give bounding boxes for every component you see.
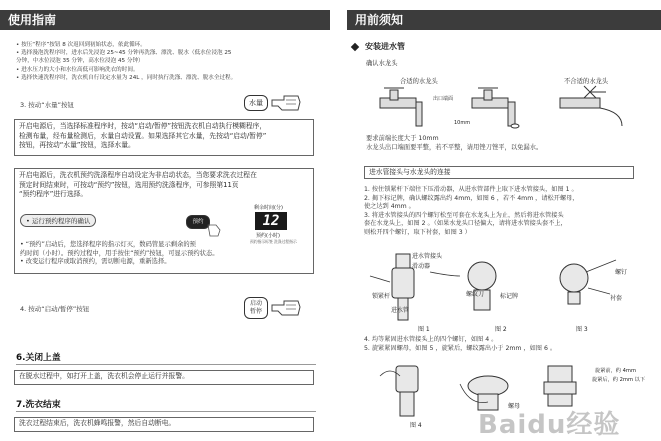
- water-level-button[interactable]: 水量: [244, 95, 268, 111]
- connection-title-box: 进水管接头与水龙头的连接: [364, 166, 634, 179]
- intro-line: 分钟，中水位浸泡 35 分钟，高水位浸泡 45 分钟）: [16, 58, 144, 65]
- step-line: 4. 均等紧固进水管接头上的四个螺钉，如图 4 。: [364, 336, 498, 343]
- water-level-info-box: [14, 119, 314, 156]
- step-line: 1. 按住锁紧杆下端往下压滑动器，从进水管部件上取下进水管接头，如图 1 。: [364, 186, 578, 193]
- box-line: 检测布量，经布量检测后，水量自动设置。如果选择其它水量，先按动“启动/暂停”: [19, 131, 267, 140]
- diamond-bullet-icon: [351, 43, 359, 51]
- figure2-caption: 图 2: [495, 326, 507, 333]
- box-line: 按钮，再按动“水量”按钮，选择水量。: [19, 141, 135, 149]
- reserve-button[interactable]: 预约: [186, 215, 210, 229]
- bushing-label: 衬套: [610, 295, 623, 302]
- note-line: • “预约”启动后，您选择程序的指示灯灭，数码管显示剩余的预: [20, 241, 196, 248]
- reserve-hours-label: 预约(小时): [256, 233, 280, 239]
- req-line: 水龙头出口端面要平整，若不平整，请用锉刀锉平，以免漏水。: [366, 144, 543, 151]
- start-label: 启动: [249, 300, 262, 307]
- screw-label: 螺钉: [615, 269, 628, 276]
- hand-pointer-icon: [270, 92, 304, 114]
- intro-line: • 进水压力的大小和水位高低可影响洗衣的时间。: [16, 66, 139, 73]
- section6-divider: [16, 364, 316, 365]
- step3-title: 3. 按动“水量”按钮: [20, 101, 75, 109]
- start-pause-button[interactable]: [244, 297, 268, 319]
- req-line: 要求前端长度大于 10mm: [366, 135, 439, 142]
- intro-text: [16, 41, 326, 82]
- box-line: 预定时间结束时，可按动“预约”按钮，选用预约洗涤程序，可参照第11页: [19, 180, 239, 189]
- connector-label: 进水管接头: [412, 253, 443, 260]
- connection-steps: [364, 186, 654, 238]
- figure3-caption: 图 3: [576, 326, 588, 333]
- remaining-time-caption: 剩余时间(分): [254, 205, 283, 211]
- watermark: Baidu经验: [478, 410, 621, 440]
- box-line: 开启电源后，洗衣机预约洗涤程序自动设定为非启动状态，当您要求洗衣过程在: [19, 171, 257, 179]
- section7-box: 洗衣过程结束后，洗衣机蜂鸣报警，然后自动断电。: [14, 417, 314, 432]
- outlet-label: 出口端面: [433, 96, 454, 102]
- left-header: 使用指南: [0, 10, 330, 30]
- suitable-tap-label: 合适的水龙头: [400, 78, 438, 85]
- note-line: 约时间（小时）。预约过程中，用手按住“预约”按钮，可显示预约状态。: [20, 249, 219, 257]
- step-line: 使之达到 4mm 。: [364, 203, 415, 211]
- section7-divider: [16, 411, 316, 412]
- intro-line: • 选择快速洗程序时，洗衣机自行设定水量为 24L ，同时执行洗涤、漂洗、脱水全过程。: [16, 74, 237, 81]
- install-title: 安装进水管: [365, 42, 405, 51]
- after-tighten-label: 旋紧后，约 2mm 以下: [592, 377, 646, 383]
- unsuitable-tap-label: 不合适的水龙头: [564, 78, 609, 85]
- thread-label: 螺纹刀: [466, 291, 485, 298]
- display-note: 预约指示标签 洗涤过程指示: [250, 239, 297, 244]
- intro-line: • 选择漫泡洗程序时，进水后先浸泡 25~45 分钟再洗涤、漂洗、脱水（低水位浸泡 25: [16, 50, 232, 57]
- time-display: 12: [255, 212, 287, 230]
- step-line: 则松开四个螺钉，取下衬套，如图 3 ）: [364, 228, 471, 236]
- reservation-notes: [20, 241, 310, 267]
- lock-rod-label: 锁紧杆: [372, 293, 391, 300]
- step-line: 5. 旋紧紧固螺母，如图 5 ，旋紧后，螺纹露出小于 2mm ，如图 6 。: [364, 345, 557, 352]
- nut-label: 螺母: [508, 403, 521, 410]
- reservation-confirm-label: • 运行预约程序的确认: [20, 214, 96, 227]
- section6-box: 在脱水过程中，如打开上盖，洗衣机会停止运行并报警。: [14, 370, 314, 385]
- section6-title: 6.关闭上盖: [16, 353, 61, 363]
- figure4-caption: 图 4: [410, 422, 422, 429]
- step-line: 套在水龙头上，如图 2 。（如果水龙头口径偏大，请将进水管接头套不上，: [364, 220, 567, 228]
- hand-pointer-icon: [270, 297, 304, 319]
- step-line: 2. 揭下标记牌，确认螺纹露出约 4mm，如图 6 ，若不 4mm ，请松开螺母，: [364, 194, 579, 202]
- before-tighten-label: 旋紧前，约 4mm: [595, 368, 636, 374]
- pause-label: 暂停: [249, 308, 262, 315]
- inlet-pipe-label: 进水管: [391, 307, 410, 314]
- step-line: 3. 将进水管接头的四个螺钉松至可套在水龙头上为止，然后将进水管接头: [364, 211, 564, 219]
- box-line: “预约程序”进行选择。: [19, 190, 88, 198]
- box-line: 开启电源后，当选择标准程序时，按动“启动/暂停”按钮洗衣机自动执行模糊程序，: [19, 122, 267, 130]
- faucet-diagram: [360, 84, 650, 140]
- connector-figures: [360, 246, 655, 326]
- confirm-tap-title: 确认水龙头: [366, 60, 398, 67]
- length-label: 10mm: [454, 120, 471, 126]
- figure1-caption: 图 1: [418, 326, 430, 333]
- panel-hand-icon: [206, 222, 228, 238]
- intro-line: • 按压“程序”按钮 8 次返回到初始状态，依此循环。: [16, 42, 146, 48]
- right-header: 用前须知: [347, 10, 661, 30]
- marker-label: 标记牌: [500, 293, 519, 300]
- section7-title: 7.洗衣结束: [16, 400, 61, 410]
- requirement-text: [366, 134, 542, 152]
- note-line: • 改变运行程序或取消预约，需切断电源，重新选择。: [20, 258, 171, 266]
- step4-title: 4. 按动“启动/暂停”按钮: [20, 305, 90, 313]
- slider-label: 滑动器: [412, 263, 431, 270]
- tighten-steps: [364, 335, 654, 353]
